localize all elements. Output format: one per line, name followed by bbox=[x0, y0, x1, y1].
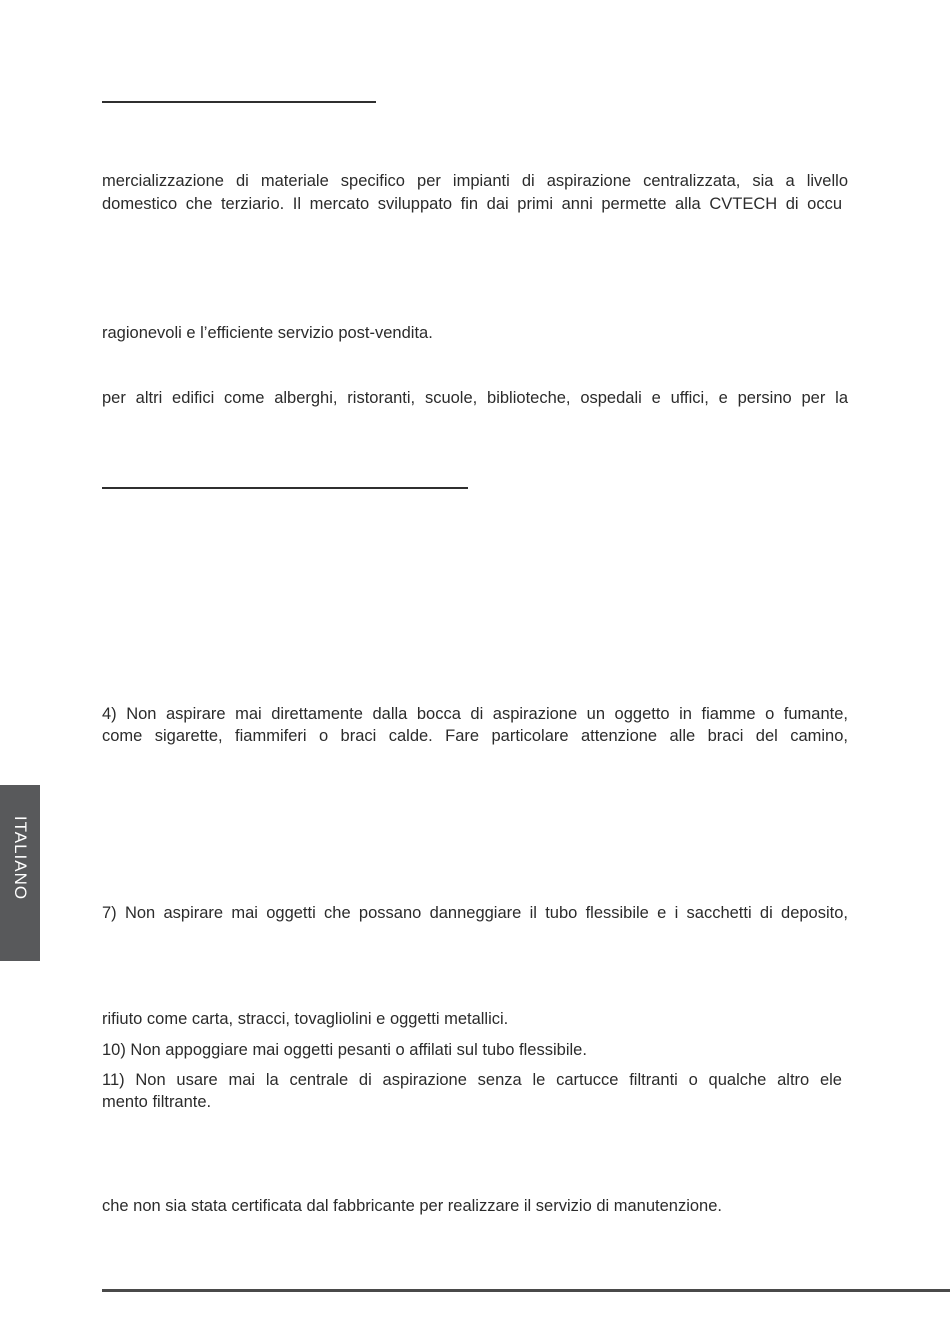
body-text-line: domestico che terziario. Il mercato sviluppato fin dai primi anni permette alla CVTECH di occu bbox=[102, 195, 842, 213]
list-item-4-continued: come sigarette, fiammiferi o braci calde. Fare particolare attenzione alle braci del camino, bbox=[102, 727, 848, 745]
list-item-11-continued: mento filtrante. bbox=[102, 1093, 212, 1111]
list-item-10: 10) Non appoggiare mai oggetti pesanti o affilati sul tubo flessibile. bbox=[102, 1041, 587, 1059]
body-text-line: rifiuto come carta, stracci, tovagliolini e oggetti metallici. bbox=[102, 1010, 509, 1028]
language-tab-label: ITALIANO bbox=[11, 815, 30, 901]
body-text-line: che non sia stata certificata dal fabbricante per realizzare il servizio di manutenzione. bbox=[102, 1197, 722, 1215]
body-text-line: ragionevoli e l’efficiente servizio post-vendita. bbox=[102, 324, 433, 342]
footer-rule bbox=[102, 1289, 950, 1292]
section-heading-underline bbox=[102, 487, 468, 489]
list-item-4: 4) Non aspirare mai direttamente dalla bocca di aspirazione un oggetto in fiamme o fumante, bbox=[102, 705, 848, 723]
list-item-11: 11) Non usare mai la centrale di aspirazione senza le cartucce filtranti o qualche altro ele bbox=[102, 1071, 842, 1089]
body-text-line: mercializzazione di materiale specifico per impianti di aspirazione centralizzata, sia a livello bbox=[102, 172, 848, 190]
body-text-line: per altri edifici come alberghi, ristoranti, scuole, biblioteche, ospedali e uffici, e persino per la bbox=[102, 389, 848, 407]
list-item-7: 7) Non aspirare mai oggetti che possano danneggiare il tubo flessibile e i sacchetti di deposito, bbox=[102, 904, 848, 922]
section-heading-underline bbox=[102, 101, 376, 103]
